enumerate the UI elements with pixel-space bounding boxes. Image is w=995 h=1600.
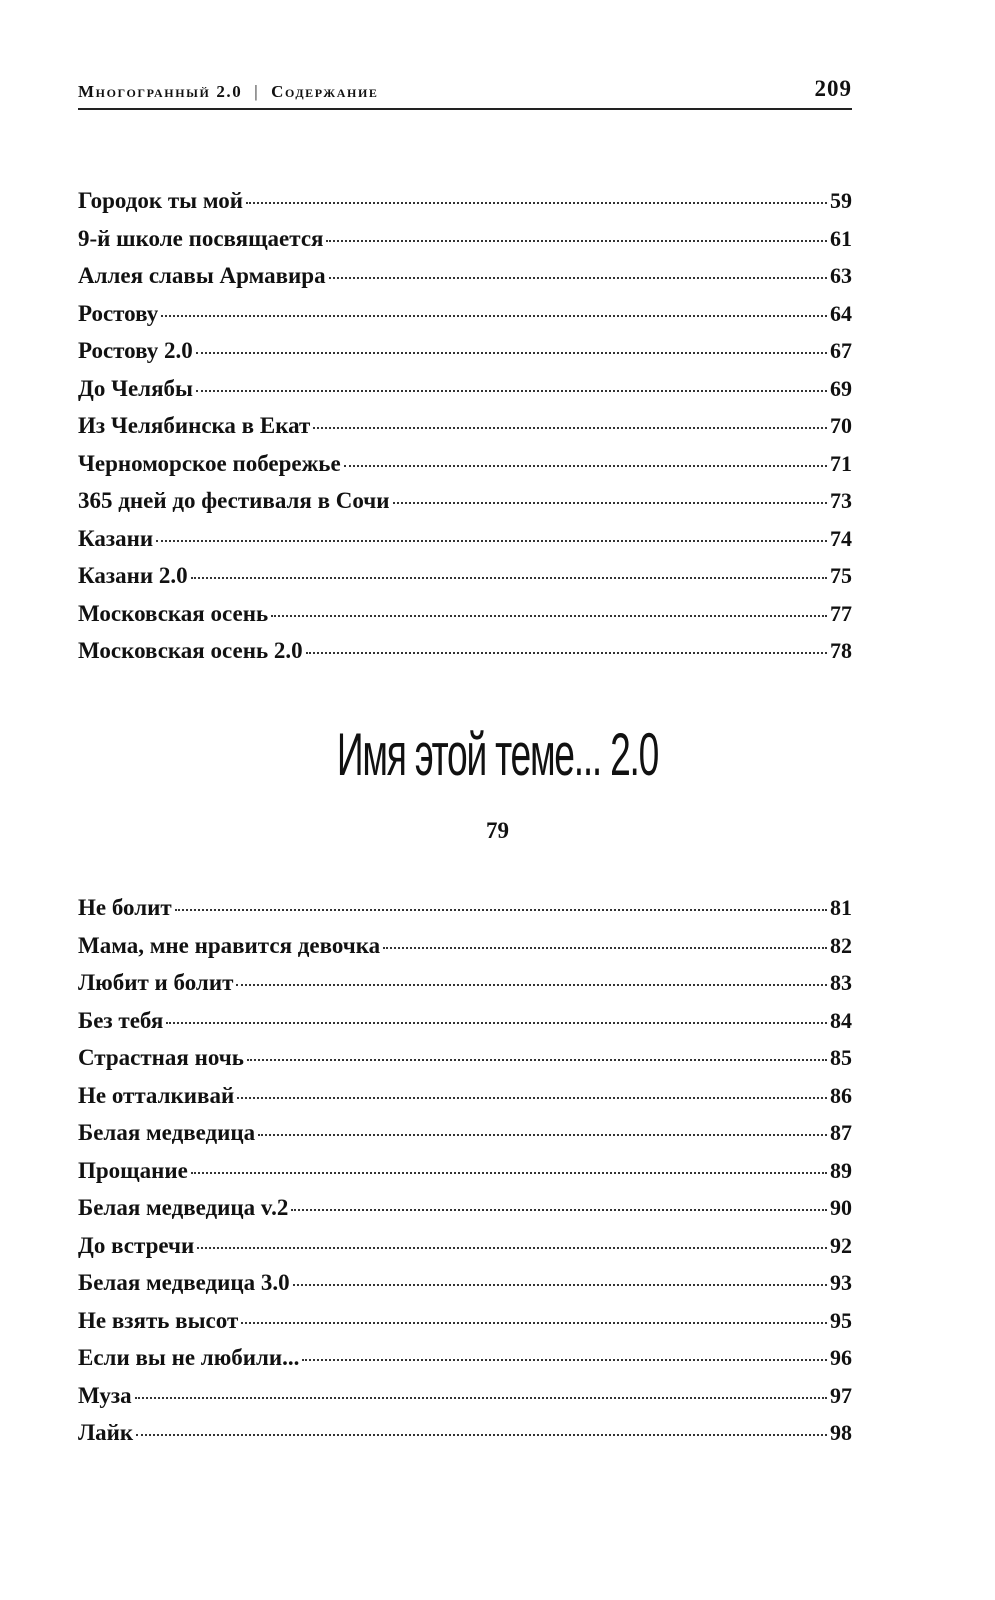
toc-entry-title: Ростову: [78, 300, 159, 326]
toc-list-first: [78, 188, 852, 676]
toc-entry-page: 70: [830, 413, 852, 438]
toc-entry-title: Не взять высот: [78, 1307, 239, 1333]
toc-dot-leader: [237, 1097, 827, 1099]
toc-entry-title: Лайк: [78, 1420, 134, 1445]
toc-entry-page: 75: [830, 563, 852, 588]
toc-dot-leader: [191, 577, 827, 579]
toc-entry: [78, 1083, 852, 1121]
toc-entry-page: 71: [830, 450, 852, 476]
toc-entry-title: Черноморское побережье: [78, 450, 341, 476]
toc-dot-leader: [197, 1247, 827, 1249]
toc-entry-page: 87: [830, 1120, 852, 1145]
toc-entry-title: Белая медведица 3.0: [78, 1270, 290, 1295]
toc-dot-leader: [196, 352, 827, 354]
toc-dot-leader: [135, 1397, 827, 1399]
header-rule: [78, 108, 852, 110]
toc-entry-title: Муза: [78, 1382, 132, 1408]
toc-entry-title: Ростову 2.0: [78, 338, 193, 363]
toc-entry-page: 83: [830, 970, 852, 995]
toc-dot-leader: [258, 1134, 827, 1136]
page-number: 209: [814, 76, 852, 101]
toc-entry: [78, 1383, 852, 1421]
toc-dot-leader: [344, 465, 827, 467]
toc-entry-page: 74: [830, 525, 852, 551]
toc-entry: [78, 970, 852, 1008]
toc-entry-page: 69: [830, 375, 852, 401]
toc-entry-title: Страстная ночь: [78, 1045, 244, 1070]
toc-entry: [78, 1420, 852, 1458]
running-header: [78, 72, 852, 102]
toc-entry-page: 95: [830, 1307, 852, 1333]
toc-entry-title: Любит и болит: [78, 970, 234, 995]
toc-entry: [78, 1158, 852, 1196]
toc-entry-page: 61: [830, 225, 852, 251]
toc-dot-leader: [175, 909, 827, 911]
toc-entry-title: Мама, мне нравится девочка: [78, 932, 381, 958]
toc-dot-leader: [293, 1284, 827, 1286]
toc-entry-title: 365 дней до фестиваля в Сочи: [78, 488, 390, 513]
toc-entry-title: Московская осень: [78, 600, 269, 626]
toc-entry-title: Казани 2.0: [78, 563, 188, 588]
toc-entry: [78, 488, 852, 526]
toc-entry: [78, 895, 852, 933]
toc-entry-title: Аллея славы Армавира: [78, 263, 326, 288]
toc-dot-leader: [306, 652, 827, 654]
toc-entry-title: Казани: [78, 525, 154, 551]
toc-entry-page: 86: [830, 1082, 852, 1108]
toc-entry: [78, 301, 852, 339]
toc-dot-leader: [161, 315, 827, 317]
toc-entry: [78, 563, 852, 601]
section-page-number: 79: [486, 818, 509, 843]
toc-entry-page: 93: [830, 1270, 852, 1295]
toc-list-second: [78, 895, 852, 1458]
toc-entry-page: 97: [830, 1382, 852, 1408]
toc-entry-page: 78: [830, 638, 852, 663]
toc-entry-title: Белая медведица v.2: [78, 1195, 289, 1220]
toc-entry: [78, 188, 852, 226]
toc-entry-title: 9-й школе посвящается: [78, 225, 324, 251]
toc-entry-page: 89: [830, 1157, 852, 1183]
toc-entry-title: Без тебя: [78, 1007, 164, 1033]
toc-dot-leader: [246, 202, 827, 204]
toc-dot-leader: [136, 1434, 827, 1436]
toc-entry: [78, 451, 852, 489]
toc-entry-page: 77: [830, 600, 852, 626]
toc-dot-leader: [156, 540, 827, 542]
running-header-left: [78, 82, 379, 102]
toc-entry-title: Прощание: [78, 1157, 188, 1183]
toc-entry: [78, 1008, 852, 1046]
toc-dot-leader: [271, 615, 827, 617]
toc-entry-page: 63: [830, 263, 852, 288]
toc-dot-leader: [236, 984, 827, 986]
toc-entry: [78, 933, 852, 971]
running-title: Многогранный 2.0: [78, 82, 243, 101]
toc-dot-leader: [291, 1209, 827, 1211]
toc-entry: [78, 1270, 852, 1308]
toc-entry-title: Белая медведица: [78, 1120, 256, 1145]
toc-entry: [78, 526, 852, 564]
toc-entry-title: Не болит: [78, 895, 172, 920]
toc-entry-page: 84: [830, 1007, 852, 1033]
toc-entry: [78, 1345, 852, 1383]
toc-entry: [78, 1120, 852, 1158]
toc-dot-leader: [329, 277, 827, 279]
toc-entry-page: 67: [830, 338, 852, 363]
toc-entry-page: 59: [830, 188, 852, 213]
toc-entry: [78, 1308, 852, 1346]
toc-dot-leader: [166, 1022, 827, 1024]
running-section: Содержание: [271, 82, 379, 101]
section-title: Имя этой теме... 2.0: [336, 721, 659, 788]
toc-entry: [78, 338, 852, 376]
toc-dot-leader: [313, 427, 827, 429]
toc-entry: [78, 1233, 852, 1271]
toc-entry-page: 90: [830, 1195, 852, 1220]
toc-entry-title: Не отталкивай: [78, 1082, 235, 1108]
toc-entry-title: До Челябы: [78, 375, 193, 401]
toc-entry: [78, 376, 852, 414]
toc-entry: [78, 638, 852, 676]
toc-entry-page: 82: [830, 932, 852, 958]
toc-dot-leader: [326, 240, 827, 242]
toc-entry-title: Московская осень 2.0: [78, 638, 303, 663]
toc-entry-title: Если вы не любили...: [78, 1345, 300, 1370]
toc-entry: [78, 413, 852, 451]
toc-entry-title: Городок ты мой: [78, 188, 243, 213]
toc-entry: [78, 226, 852, 264]
toc-entry: [78, 1195, 852, 1233]
toc-entry-page: 85: [830, 1045, 852, 1070]
toc-entry: [78, 263, 852, 301]
toc-entry-page: 96: [830, 1345, 852, 1370]
toc-dot-leader: [383, 947, 827, 949]
toc-entry-title: До встречи: [78, 1232, 195, 1258]
toc-dot-leader: [247, 1059, 827, 1061]
header-separator: |: [254, 82, 260, 101]
toc-dot-leader: [393, 502, 827, 504]
toc-entry-page: 73: [830, 488, 852, 513]
toc-entry: [78, 601, 852, 639]
toc-entry-page: 98: [830, 1420, 852, 1445]
toc-entry-title: Из Челябинска в Екат: [78, 413, 311, 438]
toc-entry: [78, 1045, 852, 1083]
toc-dot-leader: [302, 1359, 827, 1361]
toc-dot-leader: [196, 390, 827, 392]
toc-entry-page: 92: [830, 1232, 852, 1258]
toc-entry-page: 81: [830, 895, 852, 920]
toc-entry-page: 64: [830, 300, 852, 326]
toc-dot-leader: [191, 1172, 827, 1174]
toc-dot-leader: [241, 1322, 827, 1324]
